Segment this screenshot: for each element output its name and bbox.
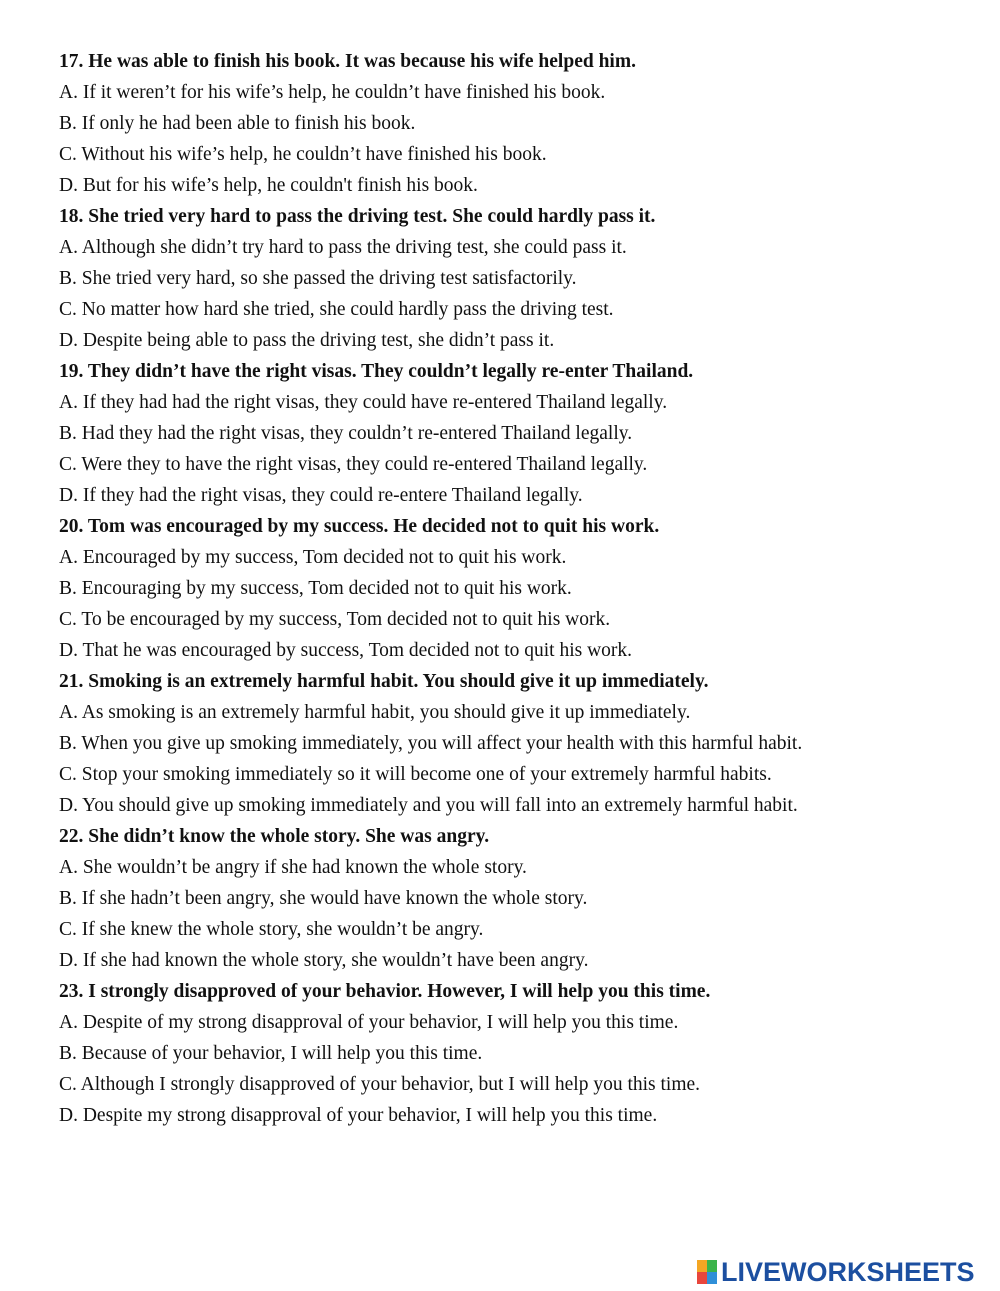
question-22-option-a: A. She wouldn’t be angry if she had known the whole story.	[59, 857, 527, 878]
question-20-option-d: D. That he was encouraged by success, Tom decided not to quit his work.	[59, 640, 633, 661]
logo-block-icon	[697, 1260, 707, 1272]
question-21-option-d: D. You should give up smoking immediately and you will fall into an extremely harmful habit.	[59, 795, 798, 816]
question-17-option-c: C. Without his wife’s help, he couldn’t have finished his book.	[59, 144, 547, 165]
question-23-option-c: C. Although I strongly disapproved of your behavior, but I will help you this time.	[59, 1074, 701, 1095]
question-20-option-c: C. To be encouraged by my success, Tom decided not to quit his work.	[59, 609, 611, 630]
question-20-option-b: B. Encouraging by my success, Tom decided not to quit his work.	[59, 578, 572, 599]
question-19-option-a: A. If they had had the right visas, they could have re-entered Thailand legally.	[59, 392, 668, 413]
question-23-option-d: D. Despite my strong disapproval of your behavior, I will help you this time.	[59, 1105, 658, 1126]
logo-text: LIVEWORKSHEETS	[721, 1257, 975, 1287]
question-19-option-b: B. Had they had the right visas, they couldn’t re-entered Thailand legally.	[59, 423, 633, 444]
liveworksheets-logo-mark-icon	[697, 1260, 717, 1284]
question-17-stem: 17. He was able to finish his book. It was because his wife helped him.	[59, 51, 636, 72]
logo-block-icon	[707, 1260, 717, 1272]
question-22-option-b: B. If she hadn’t been angry, she would have known the whole story.	[59, 888, 588, 909]
question-20-option-a: A. Encouraged by my success, Tom decided not to quit his work.	[59, 547, 567, 568]
question-23-option-b: B. Because of your behavior, I will help you this time.	[59, 1043, 483, 1064]
question-21-option-a: A. As smoking is an extremely harmful habit, you should give it up immediately.	[59, 702, 691, 723]
question-18-option-b: B. She tried very hard, so she passed the driving test satisfactorily.	[59, 268, 577, 289]
question-23-stem: 23. I strongly disapproved of your behavior. However, I will help you this time.	[59, 981, 711, 1002]
question-21-stem: 21. Smoking is an extremely harmful habit. You should give it up immediately.	[59, 671, 709, 692]
question-17-option-b: B. If only he had been able to finish his book.	[59, 113, 416, 134]
question-22-option-d: D. If she had known the whole story, she wouldn’t have been angry.	[59, 950, 589, 971]
question-18-stem: 18. She tried very hard to pass the driving test. She could hardly pass it.	[59, 206, 656, 227]
question-22-option-c: C. If she knew the whole story, she wouldn’t be angry.	[59, 919, 484, 940]
question-18-option-d: D. Despite being able to pass the driving test, she didn’t pass it.	[59, 330, 555, 351]
question-21-option-c: C. Stop your smoking immediately so it will become one of your extremely harmful habits.	[59, 764, 772, 785]
question-19-stem: 19. They didn’t have the right visas. They couldn’t legally re-enter Thailand.	[59, 361, 694, 382]
liveworksheets-logo	[697, 1255, 997, 1289]
logo-block-icon	[707, 1272, 717, 1284]
question-20-stem: 20. Tom was encouraged by my success. He decided not to quit his work.	[59, 516, 660, 537]
question-18-option-a: A. Although she didn’t try hard to pass the driving test, she could pass it.	[59, 237, 627, 258]
logo-block-icon	[697, 1272, 707, 1284]
question-21-option-b: B. When you give up smoking immediately, you will affect your health with this harmful habit.	[59, 733, 803, 754]
question-19-option-d: D. If they had the right visas, they could re-entere Thailand legally.	[59, 485, 583, 506]
question-22-stem: 22. She didn’t know the whole story. She was angry.	[59, 826, 490, 847]
question-17-option-a: A. If it weren’t for his wife’s help, he couldn’t have finished his book.	[59, 82, 606, 103]
question-19-option-c: C. Were they to have the right visas, they could re-entered Thailand legally.	[59, 454, 648, 475]
question-18-option-c: C. No matter how hard she tried, she could hardly pass the driving test.	[59, 299, 614, 320]
question-17-option-d: D. But for his wife’s help, he couldn't finish his book.	[59, 175, 478, 196]
question-23-option-a: A. Despite of my strong disapproval of your behavior, I will help you this time.	[59, 1012, 679, 1033]
